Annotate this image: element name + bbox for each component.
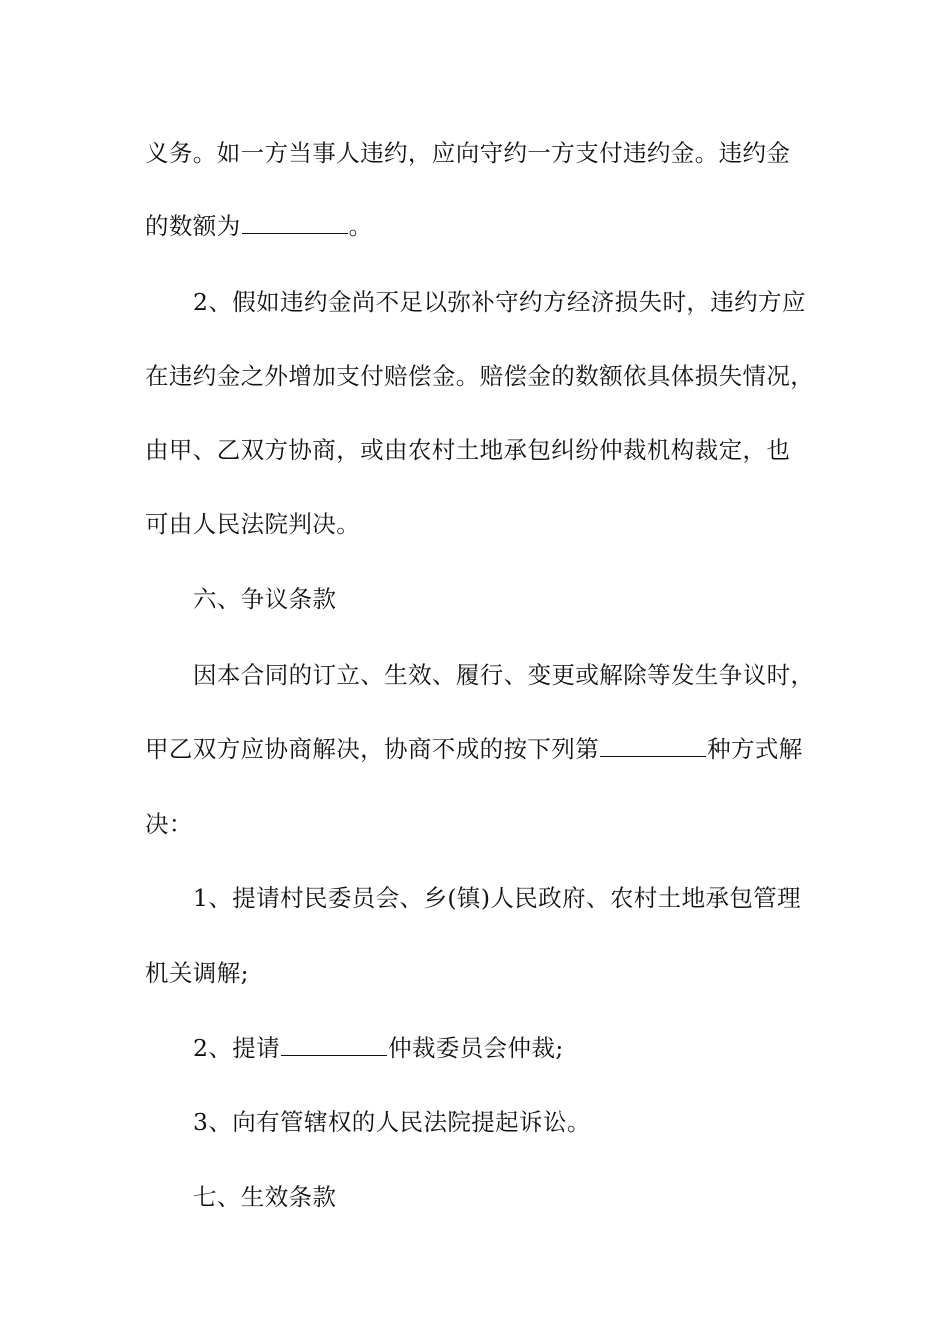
fill-in-blank[interactable] [242, 213, 348, 234]
heading-text: 六、争议条款 [193, 585, 337, 613]
line-text: 义务。如一方当事人违约，应向守约一方支付违约金。违约金 [145, 139, 791, 167]
list-item [193, 1107, 591, 1137]
line-text: 2、假如违约金尚不足以弥补守约方经济损失时，违约方应 [193, 288, 806, 316]
body-line [145, 509, 360, 539]
line-text: 1、提请村民委员会、乡(镇)人民政府、农村土地承包管理 [193, 884, 802, 912]
body-line [145, 435, 790, 465]
body-line [145, 138, 790, 168]
line-text: 因本合同的订立、生效、履行、变更或解除等发生争议时， [193, 661, 815, 689]
line-text: 2、提请 [193, 1034, 281, 1062]
line-text: 甲乙双方应协商解决，协商不成的按下列第 [145, 735, 600, 763]
fill-in-blank[interactable] [600, 736, 706, 757]
section-heading [193, 584, 336, 614]
body-line-with-blank [145, 734, 803, 764]
body-line-with-blank [145, 211, 373, 241]
line-text: 可由人民法院判决。 [145, 510, 361, 538]
line-text: 机关调解; [145, 959, 249, 987]
section-heading [193, 1182, 336, 1212]
body-line [145, 809, 193, 839]
line-text: 由甲、乙双方协商，或由农村土地承包纠纷仲裁机构裁定，也 [145, 436, 791, 464]
list-item [193, 883, 801, 913]
line-text: 种方式解 [707, 735, 803, 763]
fill-in-blank[interactable] [281, 1035, 387, 1056]
line-text: 3、向有管辖权的人民法院提起诉讼。 [193, 1108, 591, 1136]
line-text: 的数额为 [145, 212, 241, 240]
body-line [145, 958, 249, 988]
line-text: 决： [145, 810, 193, 838]
heading-text: 七、生效条款 [193, 1183, 337, 1211]
line-text: 仲裁委员会仲裁; [388, 1034, 564, 1062]
list-item-with-blank [193, 1033, 564, 1063]
line-text: 在违约金之外增加支付赔偿金。赔偿金的数额依具体损失情况， [145, 362, 815, 390]
body-line [145, 361, 814, 391]
body-line [193, 287, 806, 317]
body-line [193, 660, 814, 690]
line-text: 。 [348, 212, 373, 240]
